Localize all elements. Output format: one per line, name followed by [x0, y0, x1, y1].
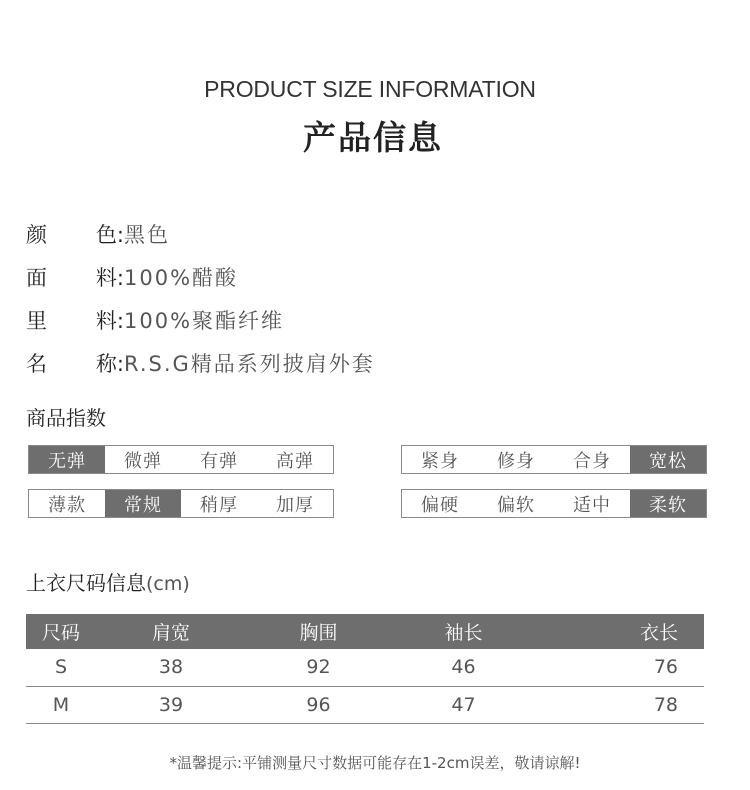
table-cell: S: [26, 649, 96, 686]
title-cn: 产品信息: [303, 118, 443, 157]
attribute-value: R.S.G精品系列披肩外套: [124, 351, 375, 376]
attribute-value: 黑色: [124, 222, 170, 247]
softness-option: 偏硬: [421, 494, 459, 516]
title-en: PRODUCT SIZE INFORMATION: [204, 76, 536, 102]
attribute-row-name: [26, 341, 375, 384]
elasticity-scale: [28, 445, 334, 474]
table-cell: 96: [246, 686, 391, 723]
elasticity-option: 微弹: [124, 450, 162, 472]
thickness-scale: [28, 489, 334, 518]
attribute-key: 名 称:: [26, 351, 124, 376]
fit-option: 修身: [497, 450, 535, 472]
table-cell: 76: [536, 649, 704, 686]
attribute-list: [26, 212, 375, 384]
thickness-option: 常规: [105, 490, 181, 517]
header-chest: 胸围: [246, 614, 391, 649]
indices-title: 商品指数: [26, 406, 106, 430]
table-row: [26, 686, 704, 723]
elasticity-option: 有弹: [200, 450, 238, 472]
thickness-option: 薄款: [48, 494, 86, 516]
attribute-key: 颜 色:: [26, 222, 124, 247]
attribute-key: 里 料:: [26, 308, 124, 333]
size-table-title: 上衣尺码信息(cm): [26, 571, 190, 595]
table-cell: 38: [96, 649, 246, 686]
table-cell: 92: [246, 649, 391, 686]
attribute-key: 面 料:: [26, 265, 124, 290]
attribute-row-color: [26, 212, 375, 255]
header-sleeve: 袖长: [391, 614, 536, 649]
attribute-value: 100%聚酯纤维: [124, 308, 285, 333]
header-shoulder: 肩宽: [96, 614, 246, 649]
size-table: [26, 614, 704, 724]
table-cell: 78: [536, 686, 704, 723]
fit-option: 合身: [573, 450, 611, 472]
fit-scale: [401, 445, 707, 474]
thickness-option: 加厚: [276, 494, 314, 516]
footnote: *温馨提示:平铺测量尺寸数据可能存在1-2cm误差，敬请谅解!: [169, 754, 581, 772]
attribute-row-lining: [26, 298, 375, 341]
elasticity-option: 无弹: [29, 446, 105, 473]
header-size: 尺码: [26, 614, 96, 649]
fit-option: 宽松: [630, 446, 706, 473]
elasticity-option: 高弹: [276, 450, 314, 472]
table-row: [26, 649, 704, 686]
table-header-row: [26, 614, 704, 649]
softness-option: 柔软: [630, 490, 706, 517]
header-length: 衣长: [536, 614, 704, 649]
attribute-row-fabric: [26, 255, 375, 298]
fit-option: 紧身: [421, 450, 459, 472]
table-cell: 39: [96, 686, 246, 723]
softness-option: 偏软: [497, 494, 535, 516]
attribute-value: 100%醋酸: [124, 265, 239, 290]
size-unit: (cm): [146, 573, 190, 595]
table-cell: 46: [391, 649, 536, 686]
softness-scale: [401, 489, 707, 518]
thickness-option: 稍厚: [200, 494, 238, 516]
softness-option: 适中: [573, 494, 611, 516]
table-cell: M: [26, 686, 96, 723]
table-cell: 47: [391, 686, 536, 723]
